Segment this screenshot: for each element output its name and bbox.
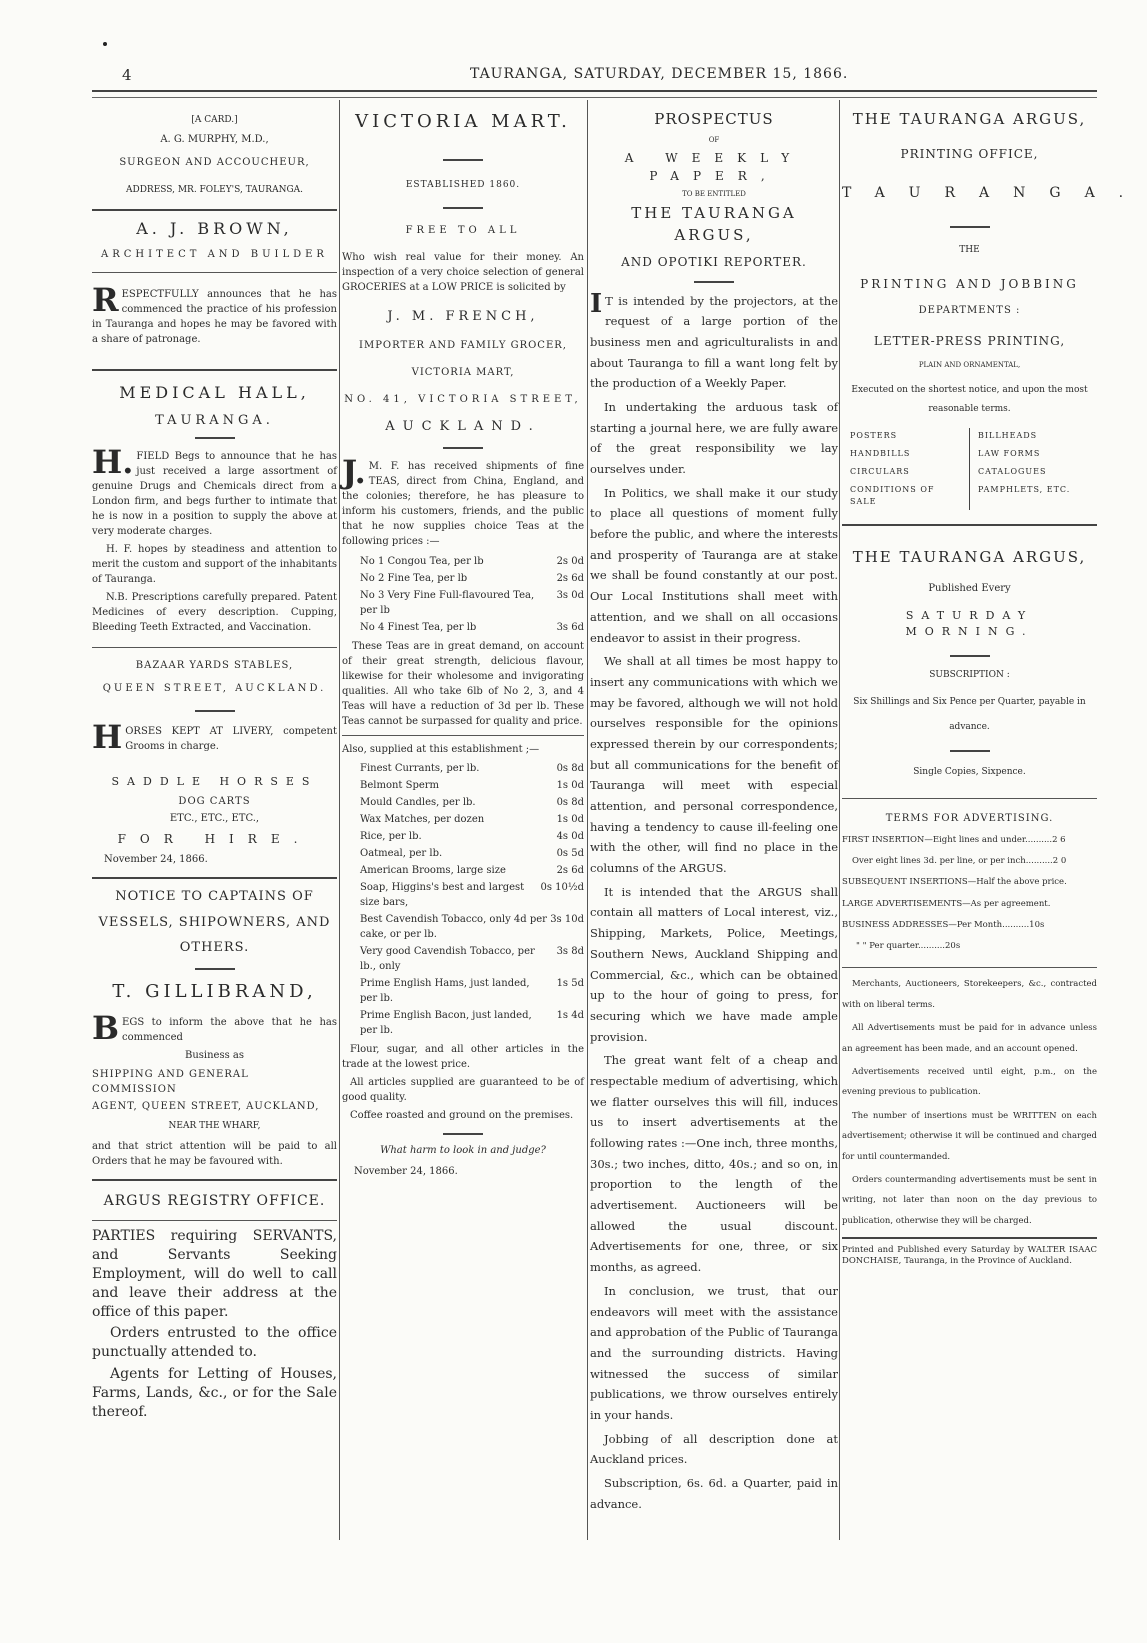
note-4: The number of insertions must be WRITTEN on each advertisement; otherwise it will be continued and charged for until countermanded. [842,1110,1097,1162]
item-price: 1s 5d [556,977,584,989]
mart-city: AUCKLAND. [385,419,541,434]
registry-body-1: PARTIES requiring SERVANTS, and Servants Seeking Employment, will do well to call and leave their address at the office of this paper. [92,1228,337,1320]
page-number: 4 [122,66,132,84]
printing-list-right [970,428,1097,510]
item-price: 1s 4d [556,1009,584,1021]
items-list [342,760,584,1039]
mart-date: November 24, 1866. [354,1165,458,1177]
section-rule [842,967,1097,968]
prospectus-paper: THE TAURANGA ARGUS, [631,203,797,244]
price-row [342,570,584,587]
short-rule [950,750,990,752]
section-rule [92,1179,337,1181]
printing-list [842,428,1097,510]
tea-price: 3s 6d [556,621,584,633]
argus-rate: Six Shillings and Six Pence per Quarter, payable in advance. [853,697,1086,733]
prospectus-opotiki: AND OPOTIKI REPORTER. [621,254,807,269]
price-row [342,879,584,911]
mart-established: ESTABLISHED 1860. [405,180,521,190]
section-rule [92,209,337,211]
brown-ad [92,281,337,347]
guarantee-note: All articles supplied are guaranteed to be of good quality. [342,1076,584,1103]
etc-line: ETC., ETC., ETC., [169,813,260,824]
section-rule [92,647,337,648]
mart-name: J. M. FRENCH, [387,308,539,324]
price-row [342,811,584,828]
gillibrand-line-2: AGENT, QUEEN STREET, AUCKLAND, [92,1100,320,1112]
saddle-horses: SADDLE HORSES [111,774,318,788]
item-price: 1s 0d [556,813,584,825]
mart-mart: VICTORIA MART, [411,367,515,378]
argus-departments: DEPARTMENTS : [918,305,1021,316]
term-line: SUBSEQUENT INSERTIONS—Half the above price. [842,877,1067,888]
flour-note: Flour, sugar, and all other articles in the trade at the lowest price. [342,1043,584,1070]
item-price: 3s 10d [550,913,584,925]
price-row [342,828,584,845]
short-rule [950,655,990,657]
bazaar-body: ORSES KEPT AT LIVERY, competent Grooms in charge. [125,725,337,752]
argus-title: THE TAURANGA ARGUS, [852,110,1087,128]
term-line: Over eight lines 3d. per line, or per inch..........2 0 [852,856,1067,867]
note-5: Orders countermanding advertisements must be sent in writing, not later than noon on the day previous to publication, otherwise they will be charged. [842,1174,1097,1226]
prospectus-entitled: TO BE ENTITLED [682,190,746,198]
section-rule [842,524,1097,526]
argus-published: Published Every [928,582,1011,594]
item-name: Soap, Higgins's best and largest size bars, [360,881,525,908]
tea-price: 3s 0d [556,589,584,601]
bazaar-title: BAZAAR YARDS STABLES, [135,659,294,671]
price-row [342,777,584,794]
drop-cap: J. [342,452,366,491]
gillibrand-ad [92,1008,337,1047]
price-row [342,794,584,811]
note-2: All Advertisements must be paid for in advance unless an agreement has been made, and an account opened. [842,1023,1097,1054]
argus-plain: PLAIN AND ORNAMENTAL, [918,361,1021,369]
list-item: LAW FORMS [978,449,1041,459]
item-name: Rice, per lb. [360,830,422,842]
harm-line: What harm to look in and judge? [380,1144,546,1156]
medical-title: MEDICAL HALL, [119,383,310,402]
medical-body-1: FIELD Begs to announce that he has just received a large assortment of genuine Drugs and Chemicals direct from a London firm, and begs further to intimate that he is now in a position to supply the above at very moderate charges. [92,450,337,537]
prospectus-p5: It is intended that the ARGUS shall contain all matters of Local interest, viz., Shipping, Markets, Police, Meetings, Southern News, Auckland Shipping and Commercial, &c., which can be obtained up to the hour of going to press, for securing which we have made ample provision. [590,884,838,1044]
column-divider [839,100,840,1540]
mart-teas-ad [342,452,584,549]
argus-executed: Executed on the shortest notice, and upon the most reasonable terms. [851,384,1088,415]
price-row [342,845,584,862]
notice-line-1: NOTICE TO CAPTAINS OF [115,889,314,904]
prospectus-p7: In conclusion, we trust, that our endeavors will meet with the assistance and approbation of the Public of Tauranga and the surrounding districts. Having witnessed the success of similar publications, we throw ourselves entirely in your hands. [590,1283,838,1422]
list-item: CIRCULARS [850,467,910,477]
column-2 [342,100,584,1540]
prospectus-p6: The great want felt of a cheap and respectable medium of advertising, which we flatter ourselves this will fill, induces us to insert advertisements at the following rates :—One inch, three months, 30s.; two inches, ditto, 40s.; and so on, in proportion to the length of the advertisement. Auctioneers will be allowed the usual discount. Advertisements for one, three, or six months, as agreed. [590,1053,838,1275]
printing-list-left [842,428,970,510]
list-item: POSTERS [850,431,898,441]
mart-teas-intro: M. F. has received shipments of fine TEAS, direct from China, England, and the colonies; therefore, he has pleasure to inform his customers, friends, and the public that he now supplies choice Teas at the following prices :— [342,460,584,547]
registry-title: ARGUS REGISTRY OFFICE. [103,1193,326,1209]
tea-item: No 2 Fine Tea, per lb [360,572,468,584]
mart-free: FREE TO ALL [405,224,521,236]
prospectus-p4: We shall at all times be most happy to insert any communications with which we may be favored, although we will not hold ourselves responsible for the opinions expressed therein by our correspondents; but all communications for the benefit of Tauranga will meet with especial attention, and personal correspondence, having a tendency to cause ill-feeling one with the other, will find no place in the columns of the ARGUS. [590,654,838,876]
list-item: CATALOGUES [978,467,1047,477]
list-item: BILLHEADS [978,431,1038,441]
column-1 [92,100,337,1540]
tea-item: No 1 Congou Tea, per lb [360,555,484,567]
section-rule [342,735,584,736]
item-name: Best Cavendish Tobacco, only 4d per cake, or per lb. [360,913,547,940]
price-row [342,943,584,975]
item-name: Finest Currants, per lb. [360,762,480,774]
also-supplied: Also, supplied at this establishment ;— [342,743,540,755]
argus-the: THE [959,244,980,255]
column-divider [587,100,588,1540]
card-title: SURGEON AND ACCOUCHEUR, [119,156,310,168]
prospectus-title: PROSPECTUS [654,110,774,128]
list-item: CONDITIONS OF SALE [850,485,935,507]
price-row [342,553,584,570]
prospectus-p8: Jobbing of all description done at Auckland prices. [590,1431,838,1467]
medical-body-3: N.B. Prescriptions carefully prepared. Patent Medicines of every description. Cupping, Bleeding Teeth Extracted, and Vaccination. [92,591,337,633]
gillibrand-name: T. GILLIBRAND, [112,980,317,1002]
notice-line-2: VESSELS, SHIPOWNERS, AND [98,914,331,930]
mart-intro: Who wish real value for their money. An inspection of a very choice selection of general GROCERIES at a LOW PRICE is solicited by [342,251,584,293]
argus-office: PRINTING OFFICE, [900,146,1039,161]
argus-terms: TERMS FOR ADVERTISING. [885,812,1054,824]
gillibrand-line-1: SHIPPING AND GENERAL COMMISSION [92,1068,249,1095]
brown-name: A. J. BROWN, [136,219,293,238]
card-name: A. G. MURPHY, M.D., [160,133,269,145]
registry-body-3: Agents for Letting of Houses, Farms, Lands, &c., or for the Sale thereof. [92,1366,337,1421]
short-rule [195,437,235,439]
argus-single: Single Copies, Sixpence. [913,767,1026,778]
short-rule [195,710,235,712]
gillibrand-near: NEAR THE WHARF, [168,1120,261,1131]
header-rule [92,90,1097,98]
tea-item: No 3 Very Fine Full-flavoured Tea, per lb [360,589,535,616]
item-price: 0s 5d [556,847,584,859]
prospectus-body [590,288,838,1515]
tea-item: No 4 Finest Tea, per lb [360,621,477,633]
item-price: 0s 8d [556,796,584,808]
card-address: ADDRESS, MR. FOLEY'S, TAURANGA. [125,184,303,195]
short-rule [950,226,990,228]
drop-cap: H [92,717,123,756]
column-4 [842,100,1147,1540]
item-name: Very good Cavendish Tobacco, per lb., only [360,945,535,972]
item-name: Prime English Hams, just landed, per lb. [360,977,530,1004]
prospectus-p1: T is intended by the projectors, at the request of a large portion of the business men and agriculturalists in and about Tauranga to fill a want long felt by the production of a Weekly Paper. [590,293,838,391]
item-price: 1s 0d [556,779,584,791]
medical-body-2: H. F. hopes by steadiness and attention to merit the custom and support of the inhabitants of Tauranga. [92,543,337,585]
gillibrand-body-2: Business as [184,1049,244,1061]
teas-note: These Teas are in great demand, on account of their great strength, delicious flavour, likewise for their wholesome and invigorating qualities. All who take 6lb of No 2, 3, and 4 Teas will have a reduction of 3d per lb. These Teas cannot be surpassed for quality and price. [342,640,584,727]
page-header [90,66,1100,86]
medical-place: TAURANGA. [155,413,274,428]
advertising-notes [842,974,1097,1231]
price-row [342,862,584,879]
column-divider [339,100,340,1540]
note-1: Merchants, Auctioneers, Storekeepers, &c., contracted with on liberal terms. [842,979,1097,1010]
item-name: Belmont Sperm [360,779,440,791]
dateline: TAURANGA, SATURDAY, DECEMBER 15, 1866. [470,66,849,82]
card-tag: [A CARD.] [191,115,238,125]
ink-speck [103,42,107,46]
term-line: BUSINESS ADDRESSES—Per Month..........10s [842,919,1045,930]
argus-title-2: THE TAURANGA ARGUS, [852,548,1087,567]
column-3 [590,100,838,1540]
teas-list [342,553,584,636]
item-name: American Brooms, large size [360,864,506,876]
item-price: 0s 8d [556,762,584,774]
prospectus-p9: Subscription, 6s. 6d. a Quarter, paid in advance. [590,1476,838,1511]
brown-title: ARCHITECT AND BUILDER [101,249,328,260]
notice-line-3: OTHERS. [179,940,250,955]
term-line: " " Per quarter..........20s [856,941,961,952]
short-rule [195,968,235,970]
item-price: 3s 8d [556,945,584,957]
short-rule [443,1133,483,1135]
item-name: Mould Candles, per lb. [360,796,476,808]
section-rule [842,1237,1097,1239]
mart-title: VICTORIA MART. [355,111,571,132]
argus-saturday: SATURDAY MORNING. [905,608,1034,639]
price-row [342,911,584,943]
section-rule [92,877,337,879]
section-rule [92,369,337,371]
bazaar-address: QUEEN STREET, AUCKLAND. [102,682,327,694]
brown-body: ESPECTFULLY announces that he has commenced the practice of his profession in Tauranga and hopes he may be favored with a share of patronage. [92,289,337,345]
mart-role: IMPORTER AND FAMILY GROCER, [359,340,567,351]
dog-carts: DOG CARTS [178,796,251,807]
term-line: FIRST INSERTION—Eight lines and under..........2 6 [842,834,1066,845]
item-price: 0s 10½d [540,881,584,893]
section-rule [92,1220,337,1221]
list-item: HANDBILLS [850,449,911,459]
registry-body-2: Orders entrusted to the office punctually attended to. [92,1325,337,1361]
terms-list [842,830,1097,958]
gillibrand-body-3: and that strict attention will be paid to all Orders that he may be favoured with. [92,1141,337,1167]
item-name: Oatmeal, per lb. [360,847,443,859]
price-row [342,1007,584,1039]
bazaar-date: November 24, 1866. [104,854,208,865]
price-row [342,760,584,777]
short-rule [443,159,483,161]
mart-street: NO. 41, VICTORIA STREET, [344,394,582,405]
bazaar-ad [92,717,337,756]
short-rule [443,207,483,209]
prospectus-weekly: A WEEKLY PAPER, [624,151,804,183]
section-rule [842,798,1097,799]
note-3: Advertisements received until eight, p.m., on the evening previous to publication. [842,1067,1097,1098]
short-rule [443,447,483,449]
prospectus-p1-wrap [590,288,838,394]
drop-cap: I [590,288,603,319]
argus-depts: PRINTING AND JOBBING [860,277,1079,291]
list-item: PAMPHLETS, ETC. [978,485,1071,495]
item-name: Prime English Bacon, just landed, per lb. [360,1009,532,1036]
tea-price: 2s 6d [556,572,584,584]
coffee-note: Coffee roasted and ground on the premises. [350,1109,574,1121]
term-line: LARGE ADVERTISEMENTS—As per agreement. [842,898,1051,909]
price-row [342,587,584,619]
price-row [342,619,584,636]
drop-cap: H. [92,442,134,481]
short-rule [694,281,734,283]
prospectus-p2: In undertaking the arduous task of starting a journal here, we are fully aware of the great responsibility we lay ourselves under. [590,399,838,476]
argus-subscription: SUBSCRIPTION : [929,669,1010,680]
prospectus-p3: In Politics, we shall make it our study to place all questions of moment fully before the public, and where the interests and prosperity of Tauranga are at stake we shall be found constantly at our post. Our Local Institutions shall meet with attention, and we shall on all occasions endeavor to assist in their progress. [590,485,838,645]
item-price: 4s 0d [556,830,584,842]
imprint: Printed and Published every Saturday by WALTER ISAAC DONCHAISE, Tauranga, in the Province of Auckland. [842,1245,1097,1267]
section-rule [92,272,337,273]
medical-ad [92,442,337,539]
argus-letterpress: LETTER-PRESS PRINTING, [873,334,1066,348]
price-row [342,975,584,1007]
argus-place: TAURANGA. [842,184,1147,201]
prospectus-of: OF [708,135,720,144]
gillibrand-body-1: EGS to inform the above that he has commenced [122,1016,337,1043]
item-name: Wax Matches, per dozen [360,813,485,825]
item-price: 2s 6d [556,864,584,876]
for-hire: FOR HIRE. [117,832,312,846]
tea-price: 2s 0d [556,555,584,567]
drop-cap: R [92,281,119,319]
drop-cap: B [92,1008,120,1047]
